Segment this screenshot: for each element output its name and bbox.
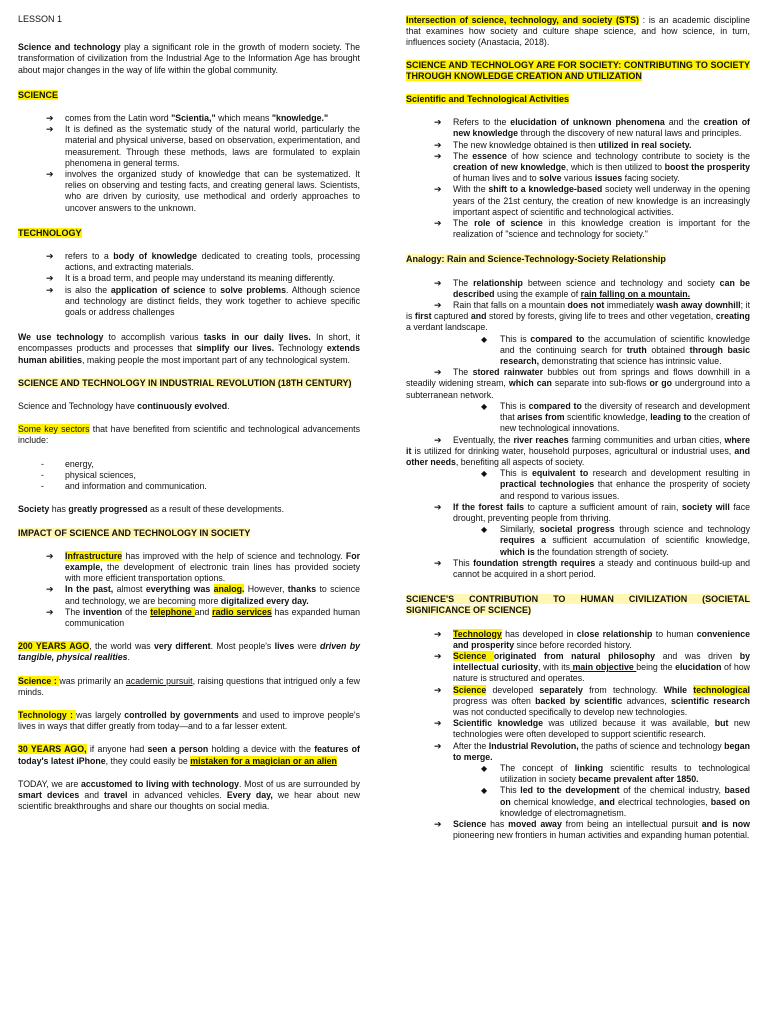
list-item: ➔ The relationship between science and technology and society can be described using the example of rain falling on a mountain. [434,277,751,299]
sub-list [406,334,750,368]
list-item: ➔ It is defined as the systematic study of the natural world, particularly the material and physical universe, based on observation, experimentation, and measurement. Through these methods, laws are formulated to explain phenomena in general terms. [46,124,360,168]
sectors-paragraph: Some key sectors that have benefited from scientific and technological advancements include: [18,424,360,446]
dash-icon: - [41,481,44,492]
list-item: ➔ The essence of how science and technology contribute to society is the creation of new knowledge, which is then utilized to boost the prosperity of human lives and to solve various issues facing society. [434,150,750,184]
list-item: ➔ Science developed separately from technology. While technological progress was often backed by scientific advances, scientific research was not conducted specifically to develop new technologies. [434,684,750,717]
list-item: ➔ Rain that falls on a mountain does not immediately wash away downhill; it is first captured and stored by forests, giving life to trees and other vegetation, creating a verdant landscape. ◆ This is compared to the accumulation of scientific knowledge and the continuing search for truth obtained through basic research, demonstrating that science has intrinsic value. [406,300,751,367]
today-paragraph: TODAY, we are accustomed to living with technology. Most of us are surrounded by smart devices and travel in advanced vehicles. Every day, we hear about new scientific breakthroughs and share our thoughts on social media. [18,778,360,812]
arrow-icon: ➔ [434,139,442,150]
impact-heading: IMPACT OF SCIENCE AND TECHNOLOGY IN SOCIETY [18,527,251,538]
arrow-icon: ➔ [46,251,54,262]
list-item: ➔ With the shift to a knowledge-based society well underway in the opening years of the 21st century, the creation of new knowledge is an increasingly important aspect of scientific and technological activities. [434,184,750,217]
list-item: ◆ The concept of linking scientific results to technological utilization in society became prevalent after 1850. [481,762,750,785]
industrial-heading: SCIENCE AND TECHNOLOGY IN INDUSTRIAL REVOLUTION (18TH CENTURY) [18,377,352,388]
list-item: - and information and communication. [41,481,207,492]
list-item: ➔ Refers to the elucidation of unknown phenomena and the creation of new knowledge through the discovery of new natural laws and principles. [434,117,750,139]
list-item: ◆ Similarly, societal progress through science and technology requires a sufficient accumulation of scientific knowledge, which is the foundation strength of society. [481,524,751,557]
we-use-paragraph: We use technology to accomplish various tasks in our daily lives. In short, it encompasses products and processes that simplify our lives. Technology extends human abilities, making people the most important part of any technological system. [18,332,361,365]
list-item: ➔ After the Industrial Revolution, the paths of science and technology began to merge. ◆ The concept of linking scientific results to technological utilization in society became prevalent after 1850. ◆ This led to the development of the chemical industry, based on chemical knowledge, and electrical technologies, based on knowledge of electromagnetism. [406,741,750,819]
technology-list [18,251,360,318]
sub-list [406,524,750,558]
list-item: ➔ The role of science in this knowledge creation is important for the realization of "science and technology for society." [434,218,751,240]
list-item: ➔ Scientific knowledge was utilized because it was available, but new technologies were often developed to support scientific research. [434,718,750,740]
arrow-icon: ➔ [434,277,442,288]
list-item: ◆ This is equivalent to research and development resulting in practical technologies that enhance the prosperity of society and respond to various issues. [481,468,750,501]
arrow-icon: ➔ [434,650,442,661]
list-item: ➔ involves the organized study of knowledge that can be systematized. It relies on observing and testing facts, and creating general laws. Scientists, who are driven by curiosity, use methodical and orderly approaches to uncover answers to the unknown. [46,169,360,213]
dash-icon: - [41,469,44,480]
diamond-icon: ◆ [481,401,488,411]
arrow-icon: ➔ [434,300,442,311]
arrow-icon: ➔ [46,169,54,180]
arrow-icon: ➔ [46,606,54,617]
arrow-icon: ➔ [46,273,54,284]
technology-heading: TECHNOLOGY [18,227,82,238]
arrow-icon: ➔ [46,284,54,295]
lesson-title: LESSON 1 [18,14,63,24]
list-item: ➔ The invention of the telephone and radio services has expanded human communication [46,606,360,628]
years-30-paragraph: 30 YEARS AGO, if anyone had seen a person holding a device with the features of today's latest iPhone, they could easily be mistaken for a magician or an alien [18,744,360,766]
list-item: ➔ It is a broad term, and people may understand its meaning differently. [46,273,335,284]
dash-icon: - [41,458,44,469]
arrow-icon: ➔ [434,501,442,512]
list-item: ➔ If the forest fails to capture a sufficient amount of rain, society will face drought, preventing people from thriving. ◆ Similarly, societal progress through science and technology requires a sufficient accumulation of scientific knowledge, which is the foundation strength of society. [406,502,750,558]
activities-list [406,117,750,240]
list-item: ➔ Science originated from natural philosophy and was driven by intellectual curiosity, with its main objective being the elucidation of how nature is structured and operates. [434,650,751,684]
sectors-list [18,459,360,493]
list-item: ➔ The stored rainwater bubbles out from springs and flows downhill in a steadily widening stream, which can separate into sub-flows or go underground into a subterranean network. ◆ This is compared to the diversity of research and development that arises from scientific knowledge, leading to the creation of new technological innovations. [406,367,750,434]
arrow-icon: ➔ [434,184,442,195]
list-item: ➔ comes from the Latin word "Scientia," which means "knowledge." [46,113,329,124]
list-item: ➔ The new knowledge obtained is then utilized in real society. [434,139,692,150]
list-item: ➔ In the past, almost everything was analog. However, thanks to science and technology, we are becoming more digitalized every day. [46,584,360,606]
civilization-list [406,629,750,842]
civilization-heading: SCIENCE'S CONTRIBUTION TO HUMAN CIVILIZATION (SOCIETAL SIGNIFICANCE OF SCIENCE) [406,594,750,616]
arrow-icon: ➔ [46,124,54,135]
right-column [406,15,750,849]
list-item: ➔ Infrastructure has improved with the help of science and technology. For example, the development of electronic train lines has provided society with more efficient transportation options. [46,550,360,584]
list-item: ➔ This foundation strength requires a steady and continuous build-up and cannot be acquired in a short period. [434,557,750,579]
list-item: ➔ Science has moved away from being an intellectual pursuit and is now pioneering new frontiers in human activities and expanding human potential. [434,819,750,841]
science-list [18,113,360,214]
analogy-list [406,278,750,580]
diamond-icon: ◆ [481,525,488,535]
arrow-icon: ➔ [46,113,54,124]
analogy-heading: Analogy: Rain and Science-Technology-Society Relationship [406,254,666,265]
sts-paragraph: Intersection of science, technology, and society (STS) : is an academic discipline that examines how society and culture shape science, and how science, in turn, influences society (Anastacia, 2018). [406,15,750,48]
left-column [18,14,360,819]
science-was-paragraph: Science : was primarily an academic pursuit, raising questions that intrigued only a few minds. [18,675,360,697]
impact-list [18,551,360,629]
diamond-icon: ◆ [481,334,488,344]
arrow-icon: ➔ [434,218,442,229]
arrow-icon: ➔ [434,117,442,128]
technology-was-paragraph: Technology : was largely controlled by governments and used to improve people's lives in ways that differ greatly from today—and to a far lesser extent. [18,709,361,732]
arrow-icon: ➔ [434,434,442,445]
list-item: - energy, [41,458,94,469]
list-item: ➔ refers to a body of knowledge dedicated to creating tools, processing actions, and extracting materials. [46,251,360,273]
arrow-icon: ➔ [46,550,54,561]
arrow-icon: ➔ [434,684,442,695]
activities-heading: Scientific and Technological Activities [406,94,570,105]
arrow-icon: ➔ [434,819,442,829]
for-society-heading: SCIENCE AND TECHNOLOGY ARE FOR SOCIETY: CONTRIBUTING TO SOCIETY THROUGH KNOWLEDGE CREATION AND UTILIZATION [406,59,750,81]
sub-list [406,401,750,435]
evolved-paragraph: Science and Technology have continuously evolved. [18,401,230,412]
science-heading: SCIENCE [18,89,59,100]
list-item: ➔ is also the application of science to solve problems. Although science and technology are distinct fields, they work together to achieve specific goals or address challenges [46,284,360,318]
list-item: ◆ This is compared to the accumulation of scientific knowledge and the continuing search for truth obtained through basic research, demonstrating that science has intrinsic value. [481,333,750,367]
arrow-icon: ➔ [434,740,442,751]
list-item: ➔ Eventually, the river reaches farming communities and urban cities, where it is utilized for drinking water, household purposes, agricultural or industrial uses, and other needs, benefiting all aspects of society. ◆ This is equivalent to research and development resulting in practical technologies that enhance the prosperity of society and respond to various issues. [406,434,750,501]
intro-paragraph: Science and technology play a significant role in the growth of modern society. The transformation of civilization from the Industrial Age to the Information Age has brought about major changes in the way of life within the global community. [18,42,360,75]
diamond-icon: ◆ [481,763,488,773]
list-item: ◆ This is compared to the diversity of research and development that arises from scientific knowledge, leading to the creation of new technological innovations. [481,400,750,434]
arrow-icon: ➔ [434,628,442,639]
list-item: ➔ Technology has developed in close relationship to human convenience and prosperity since before recorded history. [434,628,751,650]
arrow-icon: ➔ [46,584,54,595]
diamond-icon: ◆ [481,786,488,796]
arrow-icon: ➔ [434,150,442,161]
arrow-icon: ➔ [434,557,442,568]
years-200-paragraph: 200 YEARS AGO, the world was very different. Most people's lives were driven by tangible, physical realities. [18,641,360,663]
list-item: - physical sciences, [41,469,136,480]
diamond-icon: ◆ [481,469,488,479]
sub-list [406,763,750,819]
sub-list [406,468,750,502]
society-paragraph: Society has greatly progressed as a result of these developments. [18,504,285,515]
arrow-icon: ➔ [434,718,442,729]
list-item: ◆ This led to the development of the chemical industry, based on chemical knowledge, and electrical technologies, based on knowledge of electromagnetism. [481,785,750,818]
arrow-icon: ➔ [434,367,442,378]
